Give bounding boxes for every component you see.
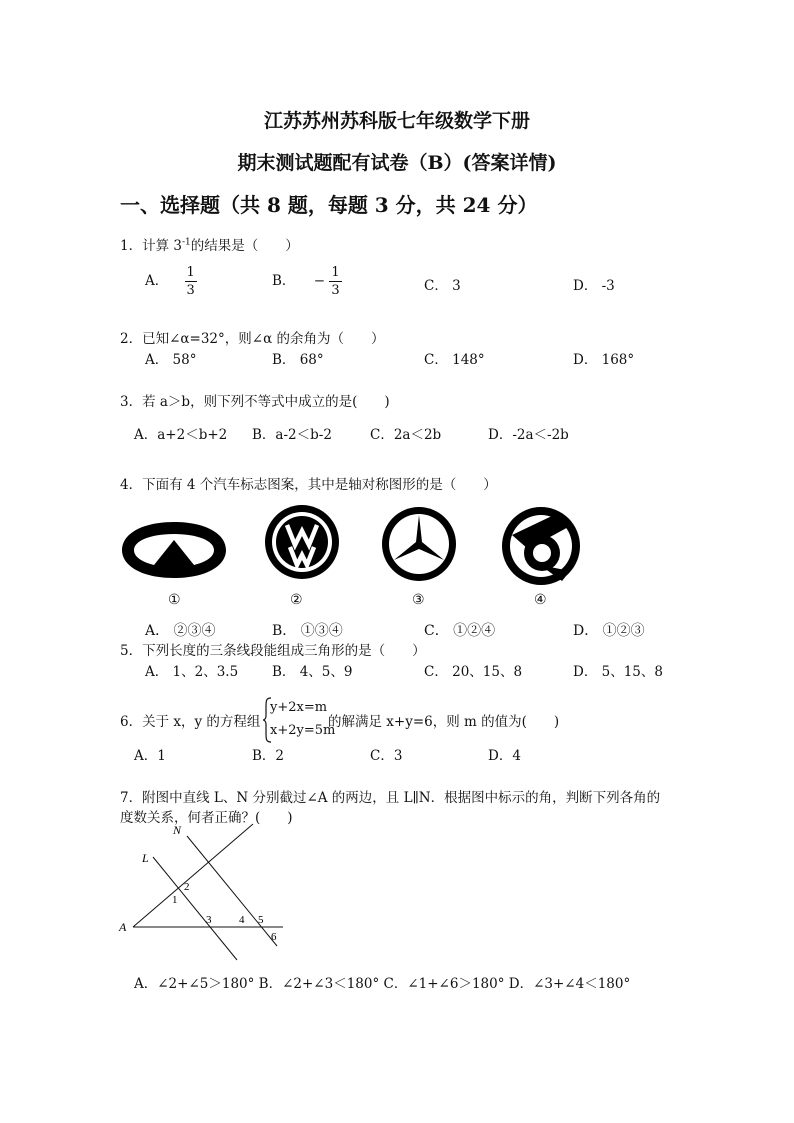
q1-option-d[interactable]: D． -3	[573, 278, 615, 294]
q1-option-c[interactable]: C． 3	[424, 278, 461, 294]
q6-option-b[interactable]: B．2	[252, 748, 285, 764]
q2-option-a[interactable]: A． 58°	[145, 352, 197, 368]
logo-label-4: ④	[534, 592, 547, 608]
question-6-stem-post: 的解满足 x+y=6，则 m 的值为( )	[328, 714, 560, 730]
label-l: L	[142, 851, 149, 865]
volkswagen-logo-icon	[263, 503, 341, 581]
q4-option-d[interactable]: D． ①②③	[573, 623, 645, 639]
q1-option-b-fraction	[329, 266, 341, 297]
q7-options[interactable]: A．∠2+∠5＞180° B．∠2+∠3＜180° C．∠1+∠6＞180° D．∠3+∠4＜180°	[134, 976, 631, 992]
q3-option-d[interactable]: D．-2a＜-2b	[488, 427, 569, 443]
angle-label-5: 5	[258, 914, 264, 926]
page-title-line1: 江苏苏州苏科版七年级数学下册	[263, 110, 530, 132]
q6-option-a[interactable]: A．1	[134, 748, 166, 764]
q1-option-a-label: A．	[145, 273, 169, 289]
question-3-stem: 3．若 a＞b，则下列不等式中成立的是( )	[120, 394, 390, 410]
geometry-figure	[115, 822, 295, 962]
q1-a-numerator: 1	[186, 265, 195, 280]
q2-option-b[interactable]: B． 68°	[272, 352, 324, 368]
q1-a-denominator: 3	[186, 283, 195, 298]
line-l	[153, 857, 237, 960]
mercedes-logo-icon	[380, 505, 458, 583]
angle-a-upper-side	[133, 824, 253, 927]
angle-label-2: 2	[184, 881, 190, 893]
logo-label-3: ③	[412, 592, 425, 608]
q1-b-denominator: 3	[331, 283, 340, 298]
q6-option-d[interactable]: D．4	[488, 748, 521, 764]
q1-b-sign: −	[313, 273, 326, 289]
q1-option-a[interactable]	[145, 266, 197, 297]
q5-option-a[interactable]: A． 1、2、3.5	[145, 664, 239, 680]
q5-option-d[interactable]: D． 5、15、8	[573, 664, 663, 680]
question-1-stem	[120, 234, 299, 254]
question-7-stem-line1: 7．附图中直线 L、N 分别截过∠A 的两边，且 L∥N．根据图中标示的角，判断下列各角的	[120, 790, 661, 806]
angle-label-4: 4	[239, 914, 245, 926]
angle-label-3: 3	[206, 914, 212, 926]
q1-stem-pre: 1．计算 3	[120, 238, 182, 254]
question-6-stem-pre: 6．关于 x，y 的方程组	[120, 714, 261, 730]
q1-option-b-label: B．	[272, 273, 296, 289]
q6-option-c[interactable]: C．3	[370, 748, 403, 764]
question-5-stem: 5．下列长度的三条线段能组成三角形的是（ ）	[120, 643, 426, 659]
section-heading: 一、选择题（共 8 题，每题 3 分，共 24 分）	[120, 193, 538, 217]
q5-option-b[interactable]: B． 4、5、9	[272, 664, 353, 680]
logo-label-2: ②	[290, 592, 303, 608]
q1-option-a-fraction	[185, 266, 197, 297]
q5-option-c[interactable]: C． 20、15、8	[424, 664, 523, 680]
q1-stem-post: 的结果是（ ）	[190, 238, 299, 254]
q6-equation-2: x+2y=5m	[270, 723, 336, 738]
q4-option-b[interactable]: B． ①③④	[272, 623, 343, 639]
label-a: A	[119, 920, 127, 934]
q2-option-d[interactable]: D． 168°	[573, 352, 635, 368]
angle-label-1: 1	[172, 894, 178, 906]
infiniti-logo-icon	[120, 520, 228, 580]
q2-option-c[interactable]: C． 148°	[424, 352, 485, 368]
q1-exponent: -1	[181, 237, 191, 248]
q4-option-c[interactable]: C． ①②④	[424, 623, 496, 639]
q3-option-c[interactable]: C．2a＜2b	[370, 427, 442, 443]
page-title-line2: 期末测试题配有试卷（B）(答案详情)	[237, 152, 557, 174]
question-2-stem: 2．已知∠α=32°，则∠α 的余角为（ ）	[120, 331, 385, 347]
q3-option-b[interactable]: B．a-2＜b-2	[252, 427, 332, 443]
q3-option-a[interactable]: A．a+2＜b+2	[134, 427, 228, 443]
q1-b-numerator: 1	[331, 265, 340, 280]
logo-label-1: ①	[168, 592, 181, 608]
question-4-stem: 4．下面有 4 个汽车标志图案，其中是轴对称图形的是（ ）	[120, 477, 497, 493]
angle-label-6: 6	[271, 931, 277, 943]
q4-option-a[interactable]: A． ②③④	[145, 623, 216, 639]
line-n	[187, 836, 277, 946]
label-n: N	[173, 823, 182, 837]
q6-equation-1: y+2x=m	[270, 700, 328, 715]
q1-option-b[interactable]	[272, 266, 342, 297]
question-7-stem-line2: 度数关系，何者正确？( )	[120, 810, 293, 826]
car-emblem-logo-icon	[500, 505, 582, 587]
